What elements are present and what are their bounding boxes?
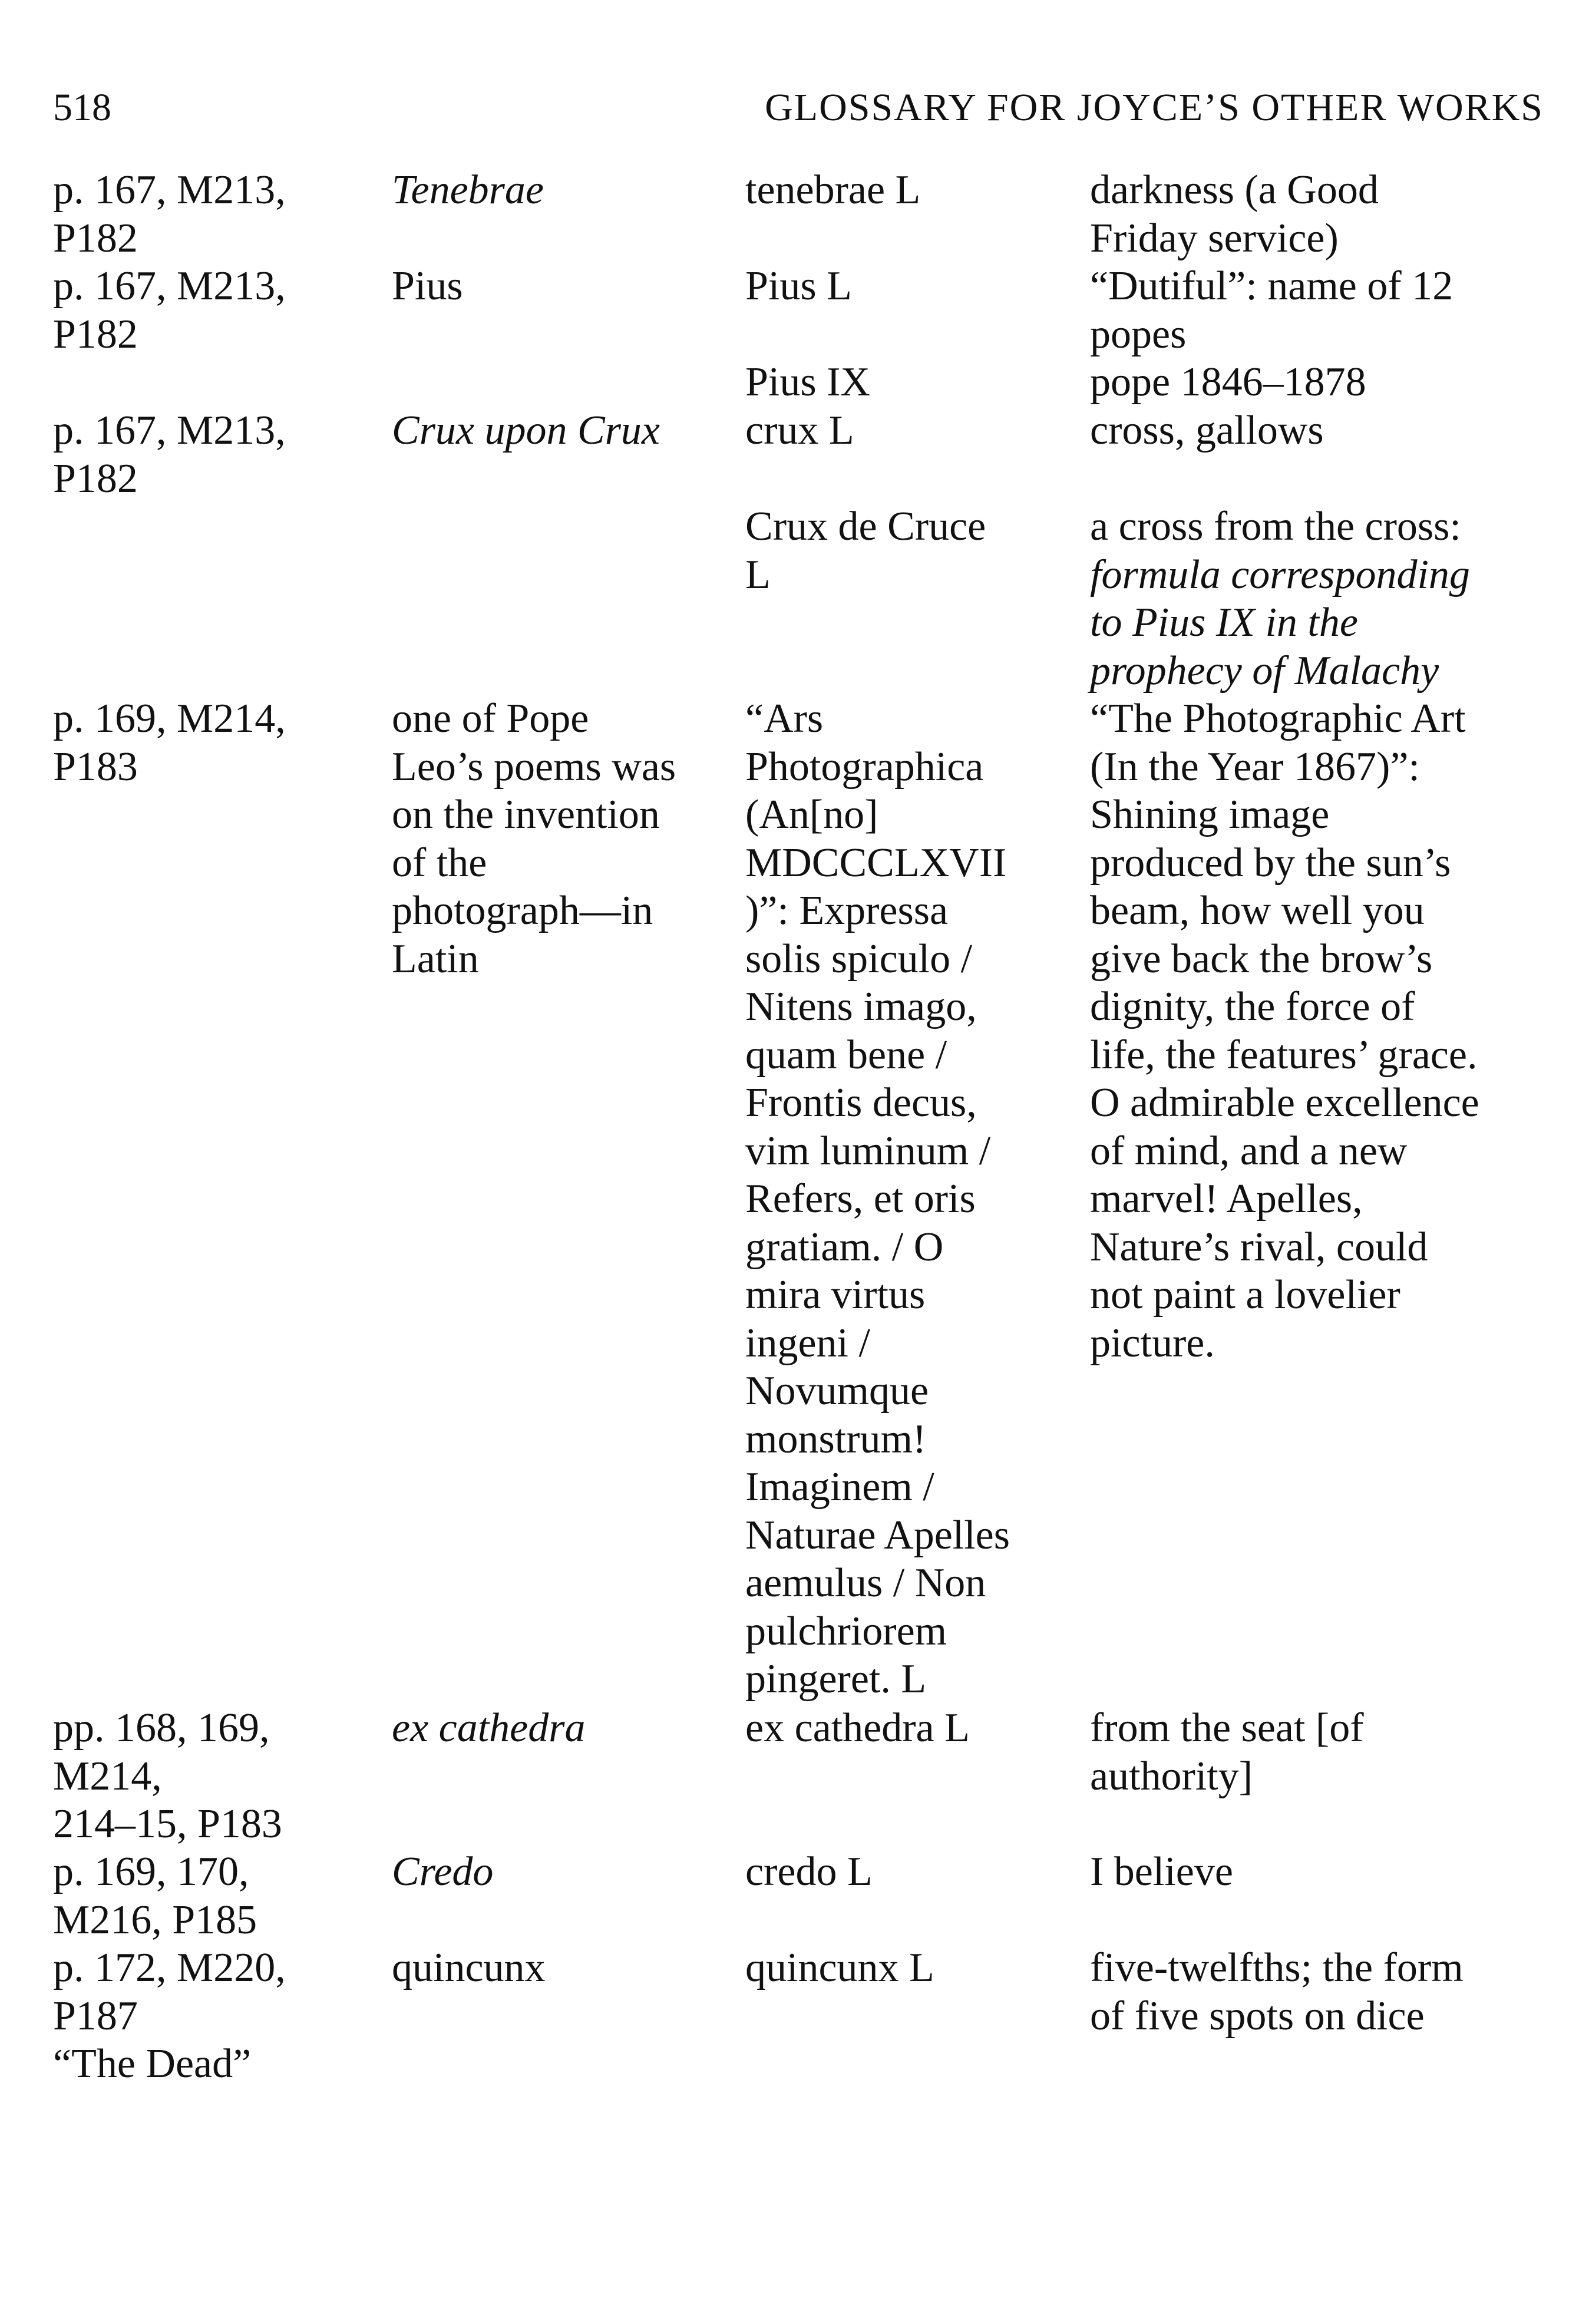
- entry-source: tenebrae L: [745, 167, 921, 213]
- entry-source: quincunx L: [745, 1945, 934, 1990]
- entry-term: ex cathedra: [392, 1705, 586, 1751]
- entry-term: Credo: [392, 1849, 494, 1894]
- entry-term: Crux upon Crux: [392, 408, 660, 453]
- section-heading: “The Dead”: [53, 2041, 252, 2087]
- entry-gloss: “The Photographic Art (In the Year 1867)”: Shining image produced by the sun’s beam, how well you give back the brow’s dignity, the force of life, the features’ grace. O admirable excellence of mind, and a new marvel! Apelles, Nature’s rival, could not paint a lovelier picture.: [1090, 696, 1479, 1366]
- entry-term: Tenebrae: [392, 167, 544, 213]
- entry-gloss: “Dutiful”: name of 12 popes: [1090, 263, 1454, 357]
- entry-term: quincunx: [392, 1945, 546, 1990]
- entry-gloss-italic: formula corresponding to Pius IX in the prophecy of Malachy: [1090, 552, 1470, 694]
- entry-source: crux L: [745, 408, 854, 453]
- entry-reference: pp. 168, 169, M214, 214–15, P183: [53, 1705, 282, 1847]
- entry-reference: p. 169, 170, M216, P185: [53, 1849, 257, 1943]
- entry-source: credo L: [745, 1849, 873, 1894]
- entry-source: Pius IX: [745, 359, 870, 405]
- entry-gloss: cross, gallows: [1090, 408, 1324, 453]
- entry-gloss: [1090, 503, 1550, 695]
- entry-gloss: I believe: [1090, 1849, 1233, 1894]
- entry-source: Crux de Cruce L: [745, 504, 986, 597]
- entry-gloss: five-twelfths; the form of five spots on dice: [1090, 1945, 1464, 2039]
- entry-gloss: darkness (a Good Friday service): [1090, 167, 1379, 261]
- entry-term: Pius: [392, 263, 463, 309]
- entry-reference: p. 169, M214, P183: [53, 696, 286, 790]
- entry-term: one of Pope Leo’s poems was on the invention of the photograph—in Latin: [392, 696, 676, 982]
- running-head: GLOSSARY FOR JOYCE’S OTHER WORKS: [765, 86, 1544, 129]
- entry-source: “Ars Photographica (An[no] MDCCCLXVII )”: Expressa solis spiculo / Nitens imago, quam bene / Frontis decus, vim luminum / Refers, et oris gratiam. / O mira virtus ingeni / Novumque monstrum! Imaginem / Naturae Apelles aemulus / Non pulchriorem pingeret. L: [745, 696, 1010, 1702]
- entry-reference: p. 167, M213, P182: [53, 167, 286, 261]
- entry-gloss: pope 1846–1878: [1090, 359, 1366, 405]
- page-header: [53, 75, 1544, 140]
- entry-reference: p. 167, M213, P182: [53, 408, 286, 501]
- entry-reference: p. 167, M213, P182: [53, 263, 286, 357]
- entry-reference: p. 172, M220, P187: [53, 1945, 286, 2039]
- entry-gloss: from the seat [of authority]: [1090, 1705, 1364, 1799]
- entry-source: ex cathedra L: [745, 1705, 970, 1751]
- entry-gloss-lead: a cross from the cross:: [1090, 504, 1461, 549]
- page-number: 518: [53, 86, 111, 129]
- entry-source: Pius L: [745, 263, 852, 309]
